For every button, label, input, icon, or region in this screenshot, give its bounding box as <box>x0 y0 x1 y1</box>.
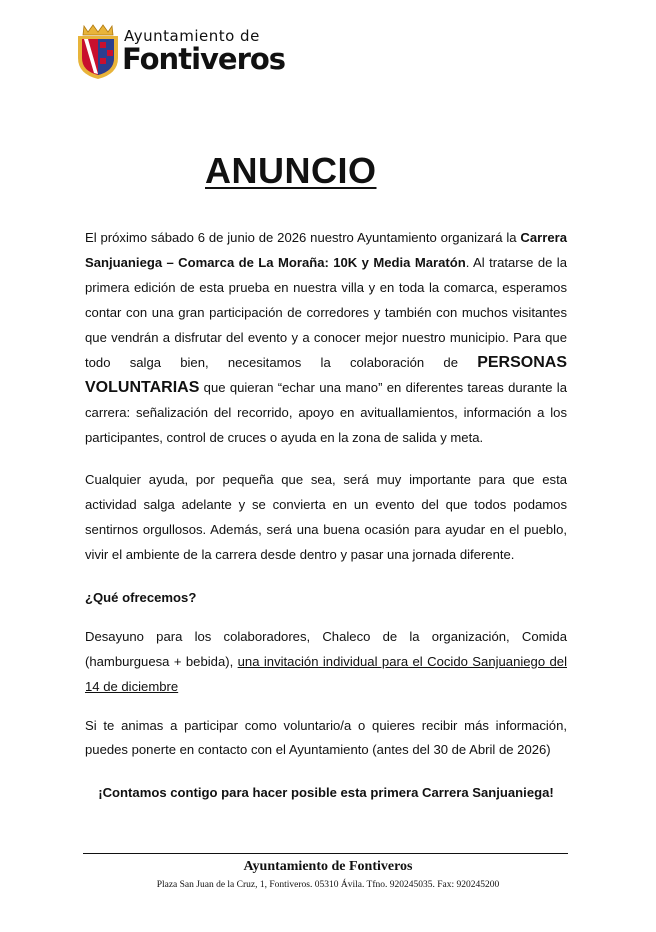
footer-title: Ayuntamiento de Fontiveros <box>243 859 413 874</box>
paragraph-announcement <box>85 225 567 450</box>
text: El próximo sábado 6 de junio de 2026 nuestro Ayuntamiento organizará la <box>85 230 521 245</box>
text: que quieran “echar una mano” en diferentes tareas durante la carrera: señalización del recorrido, apoyo en avituallamientos, información a los participantes, control de cruces o ayuda en la zona de salida y meta. <box>85 380 567 445</box>
coat-of-arms-icon <box>76 22 120 80</box>
paragraph-help: Cualquier ayuda, por pequeña que sea, será muy importante para que esta actividad salga adelante y se convierta en un evento del que todos podamos sentirnos orgullosos. Además, será una buena ocasión para ayudar en el pueblo, vivir el ambiente de la carrera desde dentro y pasar una jornada diferente. <box>85 472 567 562</box>
volunteers-emphasis: PERSONAS VOLUNTARIAS <box>85 354 567 396</box>
footer-divider <box>83 853 568 854</box>
logo-text-top: Ayuntamiento de <box>124 27 260 45</box>
offer-heading: ¿Qué ofrecemos? <box>85 590 197 605</box>
text: Desayuno para los colaboradores, Chaleco de la organización, Comida (hamburguesa + bebida), <box>85 629 567 669</box>
footer-address: Plaza San Juan de la Cruz, 1, Fontiveros. 05310 Ávila. Tfno. 920245035. Fax: 920245200 <box>156 880 500 890</box>
page-title: ANUNCIO <box>205 150 377 191</box>
invitation-text: una invitación individual para el Cocido Sanjuaniego del 14 de diciembre <box>85 654 567 694</box>
event-name: Carrera Sanjuaniega – Comarca de La Moraña: 10K y Media Maratón <box>85 230 567 270</box>
closing-line: ¡Contamos contigo para hacer posible esta primera Carrera Sanjuaniega! <box>98 785 554 800</box>
logo-text-main: Fontiveros <box>122 42 286 76</box>
text: . Al tratarse de la primera edición de esta prueba en nuestra villa y en toda la comarca, esperamos contar con una gran participación de corredores y también con muchos visitantes que vendrán a disfrutar del evento y a conocer mejor nuestro municipio. Para que todo salga bien, necesitamos la colaboración de <box>85 255 567 370</box>
paragraph-offer <box>85 624 567 699</box>
paragraph-contact: Si te animas a participar como voluntario/a o quieres recibir más información, puedes ponerte en contacto con el Ayuntamiento (antes del 30 de Abril de 2026) <box>85 718 567 757</box>
municipal-logo <box>76 22 286 82</box>
